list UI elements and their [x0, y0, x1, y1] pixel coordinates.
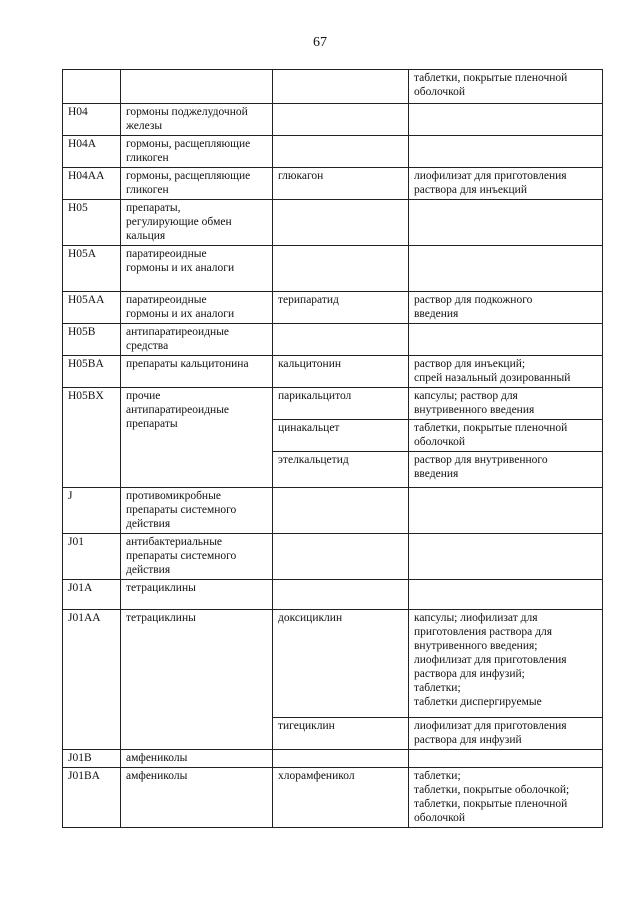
atc-code-cell: H05BX: [63, 388, 121, 488]
table-row: [63, 136, 603, 168]
atc-code-cell: H05AA: [63, 292, 121, 324]
dosage-form-cell: таблетки, покрытые пленочной оболочкой: [409, 70, 603, 104]
atc-code-cell: H04AA: [63, 168, 121, 200]
table-row: [63, 246, 603, 292]
drug-name-cell: [273, 750, 409, 768]
table-row: [63, 580, 603, 610]
drug-name-cell: этелкальцетид: [273, 452, 409, 488]
page-number: 67: [313, 35, 327, 50]
dosage-form-cell: [409, 200, 603, 246]
atc-code-cell: H04A: [63, 136, 121, 168]
anatomical-group-cell: гормоны, расщепляющие гликоген: [121, 136, 273, 168]
drug-name-cell: [273, 246, 409, 292]
dosage-form-cell: раствор для внутривенного введения: [409, 452, 603, 488]
drug-name-cell: хлорамфеникол: [273, 768, 409, 828]
atc-code-cell: J01A: [63, 580, 121, 610]
dosage-form-cell: лиофилизат для приготовления раствора для инъекций: [409, 168, 603, 200]
dosage-form-cell: [409, 534, 603, 580]
dosage-form-cell: таблетки, покрытые пленочной оболочкой: [409, 420, 603, 452]
drug-name-cell: доксициклин: [273, 610, 409, 718]
atc-code-cell: H04: [63, 104, 121, 136]
drug-name-cell: [273, 488, 409, 534]
table-row: [63, 168, 603, 200]
table-row: [63, 388, 603, 420]
table-row: [63, 356, 603, 388]
table-row: [63, 534, 603, 580]
drug-name-cell: [273, 136, 409, 168]
atc-code-cell: H05: [63, 200, 121, 246]
anatomical-group-cell: антипаратиреоидные средства: [121, 324, 273, 356]
anatomical-group-cell: антибактериальные препараты системного действия: [121, 534, 273, 580]
table-row: [63, 768, 603, 828]
atc-code-cell: J01B: [63, 750, 121, 768]
atc-code-cell: J01AA: [63, 610, 121, 750]
drug-name-cell: [273, 324, 409, 356]
atc-code-cell: J: [63, 488, 121, 534]
table-row: [63, 292, 603, 324]
anatomical-group-cell: противомикробные препараты системного действия: [121, 488, 273, 534]
anatomical-group-cell: амфениколы: [121, 750, 273, 768]
drug-name-cell: кальцитонин: [273, 356, 409, 388]
atc-code-cell: J01BA: [63, 768, 121, 828]
drug-name-cell: цинакальцет: [273, 420, 409, 452]
atc-code-cell: [63, 70, 121, 104]
table-row: [63, 610, 603, 718]
drug-classification-table: [62, 69, 603, 828]
drug-name-cell: [273, 70, 409, 104]
atc-code-cell: H05B: [63, 324, 121, 356]
dosage-form-cell: лиофилизат для приготовления раствора для инфузий: [409, 718, 603, 750]
table-row: [63, 488, 603, 534]
dosage-form-cell: [409, 488, 603, 534]
anatomical-group-cell: гормоны, расщепляющие гликоген: [121, 168, 273, 200]
dosage-form-cell: капсулы; лиофилизат для приготовления раствора для внутривенного введения; лиофилизат для приготовления раствора для инфузий; таблетки; таблетки диспергируемые: [409, 610, 603, 718]
anatomical-group-cell: амфениколы: [121, 768, 273, 828]
drug-name-cell: [273, 104, 409, 136]
dosage-form-cell: [409, 246, 603, 292]
table-row: [63, 324, 603, 356]
dosage-form-cell: капсулы; раствор для внутривенного введения: [409, 388, 603, 420]
dosage-form-cell: [409, 580, 603, 610]
table-row: [63, 104, 603, 136]
table-row: [63, 200, 603, 246]
dosage-form-cell: [409, 324, 603, 356]
drug-name-cell: тигециклин: [273, 718, 409, 750]
anatomical-group-cell: тетрациклины: [121, 580, 273, 610]
anatomical-group-cell: тетрациклины: [121, 610, 273, 750]
dosage-form-cell: [409, 750, 603, 768]
anatomical-group-cell: паратиреоидные гормоны и их аналоги: [121, 292, 273, 324]
table-row: [63, 750, 603, 768]
dosage-form-cell: [409, 136, 603, 168]
table-row: [63, 70, 603, 104]
dosage-form-cell: раствор для инъекций; спрей назальный дозированный: [409, 356, 603, 388]
anatomical-group-cell: препараты, регулирующие обмен кальция: [121, 200, 273, 246]
dosage-form-cell: таблетки; таблетки, покрытые оболочкой; таблетки, покрытые пленочной оболочкой: [409, 768, 603, 828]
atc-code-cell: J01: [63, 534, 121, 580]
table-body: [63, 70, 603, 828]
dosage-form-cell: [409, 104, 603, 136]
anatomical-group-cell: прочие антипаратиреоидные препараты: [121, 388, 273, 488]
drug-name-cell: [273, 534, 409, 580]
drug-name-cell: глюкагон: [273, 168, 409, 200]
dosage-form-cell: раствор для подкожного введения: [409, 292, 603, 324]
drug-name-cell: [273, 580, 409, 610]
anatomical-group-cell: [121, 70, 273, 104]
drug-name-cell: терипаратид: [273, 292, 409, 324]
drug-name-cell: [273, 200, 409, 246]
drug-name-cell: парикальцитол: [273, 388, 409, 420]
anatomical-group-cell: гормоны поджелудочной железы: [121, 104, 273, 136]
anatomical-group-cell: паратиреоидные гормоны и их аналоги: [121, 246, 273, 292]
atc-code-cell: H05BA: [63, 356, 121, 388]
anatomical-group-cell: препараты кальцитонина: [121, 356, 273, 388]
atc-code-cell: H05A: [63, 246, 121, 292]
